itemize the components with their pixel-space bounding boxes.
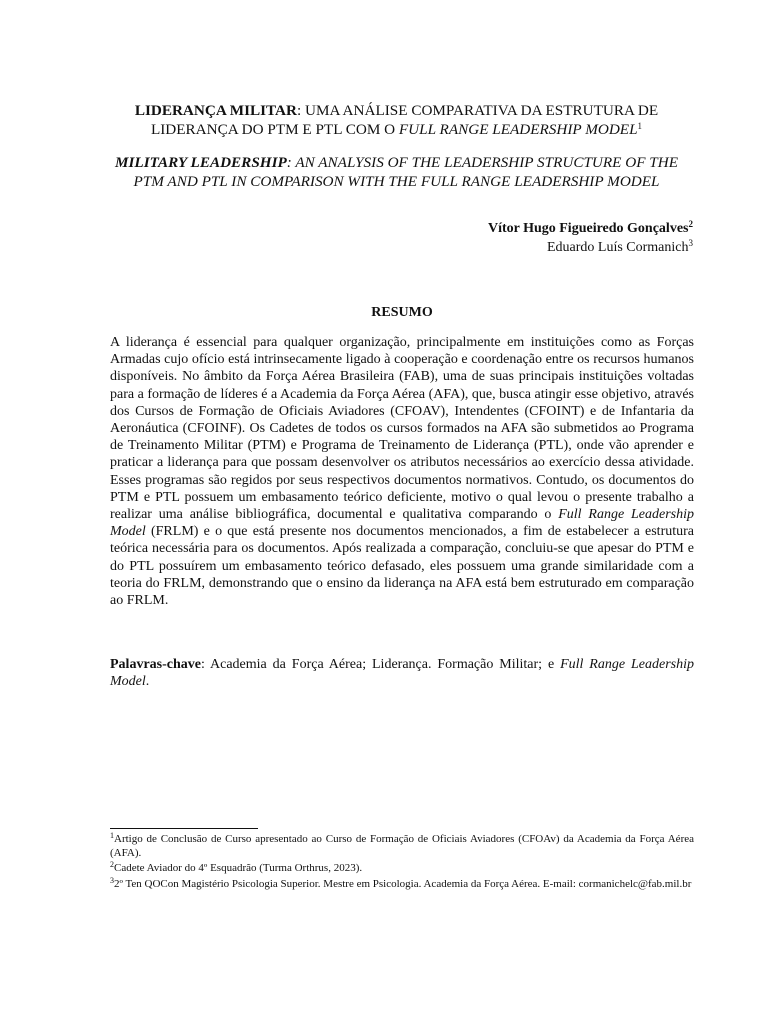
title-pt-italic: FULL RANGE LEADERSHIP MODEL [398,121,638,138]
title-pt-rest: : UMA ANÁLISE COMPARATIVA DA ESTRUTURA DE LIDERANÇA DO PTM E PTL COM O [150,102,659,138]
abstract-part-2: (FRLM) e o que está presente nos documentos mencionados, a fim de estabelecer a estrutura teórica necessária para os documentos. Após realizada a comparação, concluiu-se que apesar do PTM e do PTL possuírem um embasamento teórico defasado, eles possuem uma grande similaridade com a teoria do FRLM, demonstrando que o ensino da liderança na AFA está bem estruturado em comparação ao FRLM. [110,524,694,609]
author-2-name: Eduardo Luís Cormanich [546,240,689,255]
footnote-1 [110,833,694,860]
footnote-ref-3: 3 [688,238,693,248]
keywords [110,656,694,690]
footnotes [110,833,694,893]
abstract-text [110,334,694,609]
footnote-3-marker: 3 [110,875,114,885]
footnote-divider [110,828,258,829]
title-portuguese [100,101,693,139]
footnote-2 [110,862,694,876]
footnote-ref-2: 2 [688,219,693,229]
author-1-name: Vítor Hugo Figueiredo Gonçalves [487,221,689,236]
author-name [488,219,693,238]
footnote-1-marker: 1 [110,831,114,840]
title-en-bold: MILITARY LEADERSHIP [115,154,287,171]
footnote-2-text: Cadete Aviador do 4º Esquadrão (Turma Orthrus, 2023). [114,862,363,875]
keywords-text: : Academia da Força Aérea; Liderança. Formação Militar; e [200,657,561,672]
footnote-1-text: Artigo de Conclusão de Curso apresentado ao Curso de Formação de Oficiais Aviadores (CFOAv) da Academia da Força Aérea (AFA). [110,833,694,859]
abstract-heading: RESUMO [371,305,433,320]
abstract-italic-term: Full Range Leadership Model [110,507,694,540]
title-block [100,101,693,191]
footnote-3-text: 2º Ten QOCon Magistério Psicologia Superior. Mestre em Psicologia. Academia da Força Aérea. E-mail: cormanichelc@fab.mil.br [114,877,692,890]
footnote-3 [110,875,694,892]
title-en-rest: : AN ANALYSIS OF THE LEADERSHIP STRUCTURE OF THE PTM AND PTL IN COMPARISON WITH THE FULL RANGE LEADERSHIP MODEL [133,154,678,190]
title-english [100,153,693,191]
footnote-ref-1: 1 [637,121,643,131]
abstract-part-1: A liderança é essencial para qualquer organização, principalmente em instituições como as Forças Armadas cujo ofício está intrinsecamente ligado à cooperação e coordenação entre os recursos humanos disponíveis. No âmbito da Força Aérea Brasileira (FAB), uma de suas principais instituições voltadas para a formação de líderes é a Academia da Força Aérea (AFA), que, busca atingir esse objetivo, através dos Cursos de Formação de Oficiais Aviadores (CFOAV), Intendentes (CFOINT) e de Infantaria da Aeronáutica (CFOINF). Os Cadetes de todos os cursos formados na AFA são submetidos ao Programa de Treinamento Militar (PTM) e Programa de Treinamento de Liderança (PTL), onde vão aprender e praticar a liderança para que possam desenvolver os atributos necessários ao exercício dessa atividade. Esses programas são regidos por seus respectivos documentos normativos. Contudo, os documentos do PTM e PTL possuem um embasamento teórico deficiente, motivo o qual levou o presente trabalho a realizar uma análise bibliográfica, documental e qualitativa comparando o [110,335,694,523]
author-list [488,219,693,257]
keywords-end: . [145,674,150,690]
keywords-italic: Full Range Leadership Model [110,657,694,690]
title-pt-bold: LIDERANÇA MILITAR [134,102,297,119]
author-name [488,238,693,257]
footnote-2-marker: 2 [110,860,114,870]
keywords-label: Palavras-chave [110,657,201,672]
